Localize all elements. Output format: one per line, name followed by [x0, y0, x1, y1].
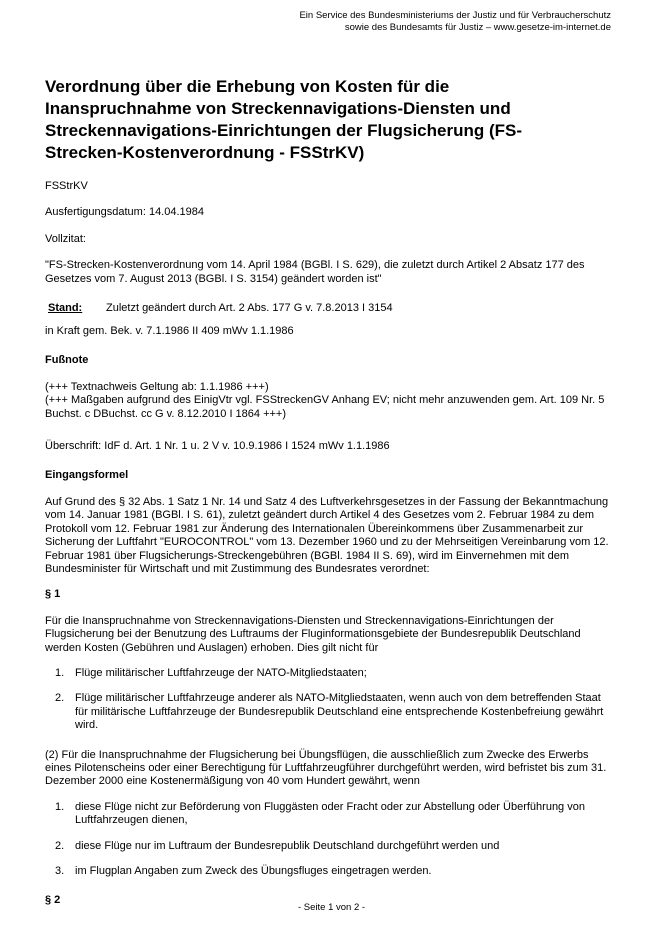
section-1-heading: § 1	[45, 588, 61, 601]
fussnote-heading: Fußnote	[45, 354, 89, 367]
service-header-line2: sowie des Bundesamts für Justiz – www.gesetze-im-internet.de	[344, 22, 611, 33]
service-header-line1: Ein Service des Bundesministeriums der Justiz und für Verbraucherschutz	[299, 10, 611, 21]
page-number-footer: - Seite 1 von 2 -	[297, 901, 366, 913]
document-title: Verordnung über die Erhebung von Kosten für die Inanspruchnahme von Streckennavigations-Diensten und Streckennavigations-Einrichtungen der Flugsicherung (FS-Strecken-Kostenverordnung - FSStrKV)	[45, 77, 523, 162]
list-item-number: 1.	[55, 800, 65, 813]
list-item	[55, 865, 615, 878]
fussnote-line2: (+++ Maßgaben aufgrund des EinigVtr vgl. FSStreckenGV Anhang EV; nicht mehr anzuwenden gem. Art. 109 Nr. 5 Buchst. c DBuchst. cc G v. 8.12.2010 I 1864 +++)	[45, 394, 605, 420]
list-item	[55, 801, 615, 828]
list-item-text: diese Flüge nur im Luftraum der Bundesrepublik Deutschland durchgeführt werden und	[75, 839, 500, 852]
fussnote-line1: (+++ Textnachweis Geltung ab: 1.1.1986 +++)	[45, 380, 269, 393]
list-item-text: diese Flüge nicht zur Beförderung von Fluggästen oder Fracht oder zur Abstellung oder Überführung von Luftfahrzeugen dienen,	[75, 800, 585, 827]
list-item	[55, 667, 615, 680]
list-item	[55, 692, 615, 732]
vollzitat-label: Vollzitat:	[45, 232, 86, 245]
eingangsformel-text: Auf Grund des § 32 Abs. 1 Satz 1 Nr. 14 und Satz 4 des Luftverkehrsgesetzes in der Fassung der Bekanntmachung vom 14. Januar 1981 (BGBl. I S. 61), zuletzt geändert durch Artikel 4 des Gesetzes vom 2. Februar 1984 zu dem Protokoll vom 12. Februar 1981 zur Änderung des Internationalen Übereinkommens über Zusammenarbeit zur Sicherung der Luftfahrt "EUROCONTROL" vom 13. Dezember 1960 und zu der Mehrseitigen Vereinbarung vom 12. Februar 1981 über Flugsicherungs-Streckengebühren (BGBl. 1984 II S. 69), wird im Einvernehmen mit dem Bundesminister für Wirtschaft und mit Zustimmung des Bundesrates verordnet:	[45, 495, 609, 575]
abbreviation: FSStrKV	[45, 180, 88, 192]
list-item-number: 2.	[55, 692, 65, 705]
list-item-text: im Flugplan Angaben zum Zweck des Übungsfluges eingetragen werden.	[75, 865, 432, 877]
section-2-heading: § 2	[45, 894, 61, 907]
vollzitat-text: "FS-Strecken-Kostenverordnung vom 14. April 1984 (BGBl. I S. 629), die zuletzt durch Artikel 2 Absatz 177 des Gesetzes vom 7. August 2013 (BGBl. I S. 3154) geändert worden ist"	[45, 259, 585, 285]
list-item-number: 1.	[55, 666, 65, 679]
list-item-number: 3.	[55, 865, 65, 877]
eingangsformel-heading: Eingangsformel	[45, 469, 129, 482]
stand-line	[45, 302, 615, 315]
stand-text: Zuletzt geändert durch Art. 2 Abs. 177 G v. 7.8.2013 I 3154	[106, 302, 393, 315]
stand-note: in Kraft gem. Bek. v. 7.1.1986 II 409 mWv 1.1.1986	[45, 325, 294, 338]
list-item-text: Flüge militärischer Luftfahrzeuge der NATO-Mitgliedstaaten;	[75, 666, 367, 679]
list-item-number: 2.	[55, 839, 65, 852]
list-item	[55, 840, 615, 853]
stand-block	[45, 302, 615, 338]
issue-date: Ausfertigungsdatum: 14.04.1984	[45, 206, 205, 219]
ueberschrift-note: Überschrift: IdF d. Art. 1 Nr. 1 u. 2 V v. 10.9.1986 I 1524 mWv 1.1.1986	[45, 440, 390, 453]
section-1-para-1: Für die Inanspruchnahme von Streckennavigations-Diensten und Streckennavigations-Einrichtungen der Flugsicherung bei der Benutzung des Luftraums der Fluginformationsgebiete der Bundesrepublik Deutschland werden Kosten (Gebühren und Auslagen) erhoben. Dies gilt nicht für	[45, 614, 581, 654]
fussnote-body	[45, 381, 615, 421]
list-item-text: Flüge militärischer Luftfahrzeuge anderer als NATO-Mitgliedstaaten, wenn auch von dem betreffenden Staat für militärische Luftfahrzeuge der Bundesrepublik Deutschland eine entsprechende Kostenbefreiung gewährt wird.	[75, 692, 604, 732]
section-1-para-2: (2) Für die Inanspruchnahme der Flugsicherung bei Übungsflügen, die ausschließlich zum Zwecke des Erwerbs eines Pilotenscheins oder einer Berechtigung für Luftfahrzeugführer durchgeführt werden, wird befristet bis zum 31. Dezember 2000 eine Kostenermäßigung von 40 vom Hundert gewährt, wenn	[45, 748, 607, 788]
service-header	[45, 10, 615, 34]
stand-label: Stand:	[48, 302, 83, 315]
